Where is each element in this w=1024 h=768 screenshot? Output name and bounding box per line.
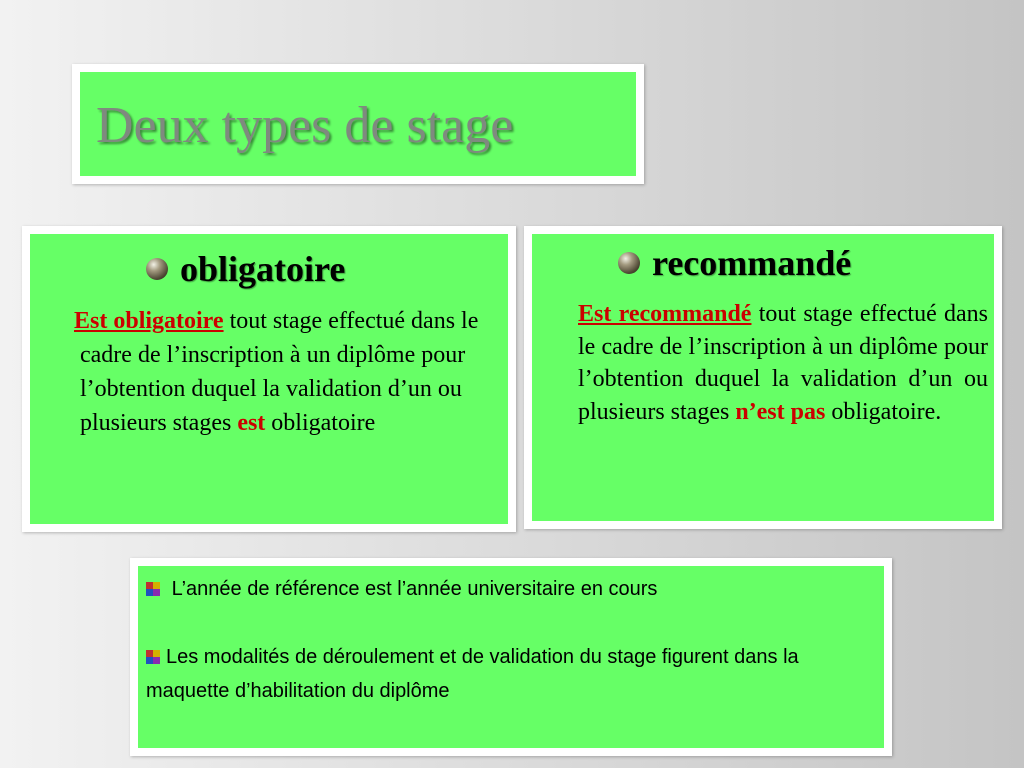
obligatoire-emphasis-est: est: [237, 410, 266, 436]
recommande-heading: [618, 242, 851, 284]
recommande-panel-body: [532, 234, 994, 521]
recommande-emphasis-nest-pas: n’est pas: [735, 398, 826, 425]
obligatoire-panel-body: [30, 234, 508, 524]
recommande-text-1: tout stage effectué dans le cadre de l’inscription à un diplôme pour l’obtention duquel la validation d’un ou plusieurs stages: [578, 301, 988, 425]
sphere-bullet-icon: [618, 252, 640, 274]
obligatoire-text-2: obligatoire: [265, 410, 376, 436]
title-box: [80, 72, 636, 176]
obligatoire-panel: [22, 226, 516, 532]
obligatoire-heading-label: obligatoire: [180, 249, 346, 289]
title-frame: [72, 64, 644, 184]
four-square-icon: [146, 582, 160, 596]
sphere-bullet-icon: [146, 258, 168, 280]
notes-box: [138, 566, 884, 748]
note-item: [146, 572, 866, 606]
obligatoire-heading: [146, 248, 345, 290]
recommande-text-2: obligatoire.: [825, 398, 942, 425]
recommande-heading-label: recommandé: [652, 243, 852, 283]
page-title: Deux types de stage: [96, 97, 514, 154]
four-square-icon: [146, 650, 160, 664]
note-text: L’année de référence est l’année universitaire en cours: [171, 578, 658, 600]
recommande-panel: [524, 226, 1002, 529]
obligatoire-definition: [74, 304, 500, 440]
obligatoire-text-1: tout stage effectué dans le cadre de l’inscription à un diplôme pour l’obtention duquel la validation d’un ou plusieurs stages: [80, 308, 479, 436]
obligatoire-emphasis: Est obligatoire: [74, 308, 224, 334]
note-text: Les modalités de déroulement et de validation du stage figurent dans la maquette d’habilitation du diplôme: [146, 646, 799, 702]
notes-frame: [130, 558, 892, 756]
note-item: [146, 640, 846, 708]
recommande-emphasis: Est recommandé: [578, 301, 752, 327]
recommande-definition: [578, 298, 988, 428]
